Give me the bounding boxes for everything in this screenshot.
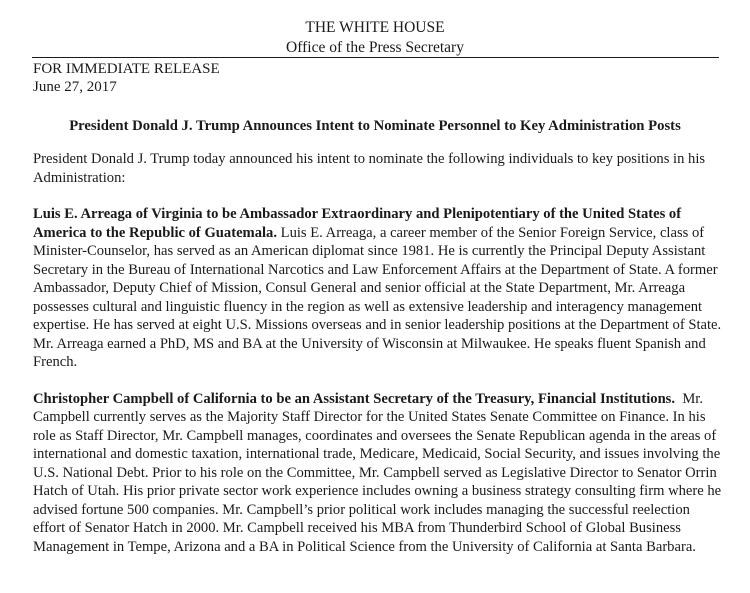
nominee-bio: Mr. Campbell currently serves as the Majority Staff Director for the United States Senate Committee on Finance. In his role as Staff Director, Mr. Campbell manages, coordinates and oversees the Senate Republican agenda in the areas of international and domestic taxation, international trade, Medicare, Medicaid, Social Security, and issues involving the U.S. National Debt. Prior to his role on the Committee, Mr. Campbell served as Legislative Director to Senator Orrin Hatch of Utah. His prior private sector work experience includes owning a business strategy consulting firm where he advised fortune 500 companies. Mr. Campbell’s prior political work includes managing the successful reelection effort of Senator Hatch in 2000. Mr. Campbell received his MBA from Thunderbird School of Global Business Management in Tempe, Arizona and a BA in Political Science from the University of California at Santa Barbara. [33, 390, 722, 555]
nominee-bio: Luis E. Arreaga, a career member of the Senior Foreign Service, class of Minister-Counselor, has served as an American diplomat since 1981. He is currently the Principal Deputy Assistant Secretary in the Bureau of International Narcotics and Law Enforcement Affairs at the Department of State. A former Ambassador, Deputy Chief of Mission, Consul General and senior official at the State Department, Mr. Arreaga possesses cultural and linguistic fluency in the region as well as extensive leadership and interagency management expertise. He has served at eight U.S. Missions overseas and in senior leadership positions at the Department of State. Mr. Arreaga earned a PhD, MS and BA at the University of Wisconsin at Milwaukee. He speaks fluent Spanish and French. [33, 224, 722, 370]
nominee-heading: Christopher Campbell of California to be an Assistant Secretary of the Treasury, Financial Institutions. [33, 390, 676, 407]
release-body [33, 150, 723, 574]
header-subtitle: Office of the Press Secretary [286, 39, 464, 56]
nominee-heading: Luis E. Arreaga of Virginia to be Ambassador Extraordinary and Plenipotentiary of the United States of America to the Republic of Guatemala. [33, 206, 682, 241]
nominee-paragraph [33, 390, 723, 557]
release-date: June 27, 2017 [33, 79, 117, 95]
header-title: THE WHITE HOUSE [305, 19, 445, 36]
page-title: President Donald J. Trump Announces Intent to Nominate Personnel to Key Administration Posts [69, 118, 681, 134]
intro-paragraph: President Donald J. Trump today announced his intent to nominate the following individuals to key positions in his Administration: [33, 151, 706, 186]
letterhead [0, 18, 750, 58]
header-divider [32, 57, 719, 58]
release-meta [33, 60, 220, 96]
release-label: FOR IMMEDIATE RELEASE [33, 61, 220, 77]
nominee-paragraph [33, 205, 723, 372]
